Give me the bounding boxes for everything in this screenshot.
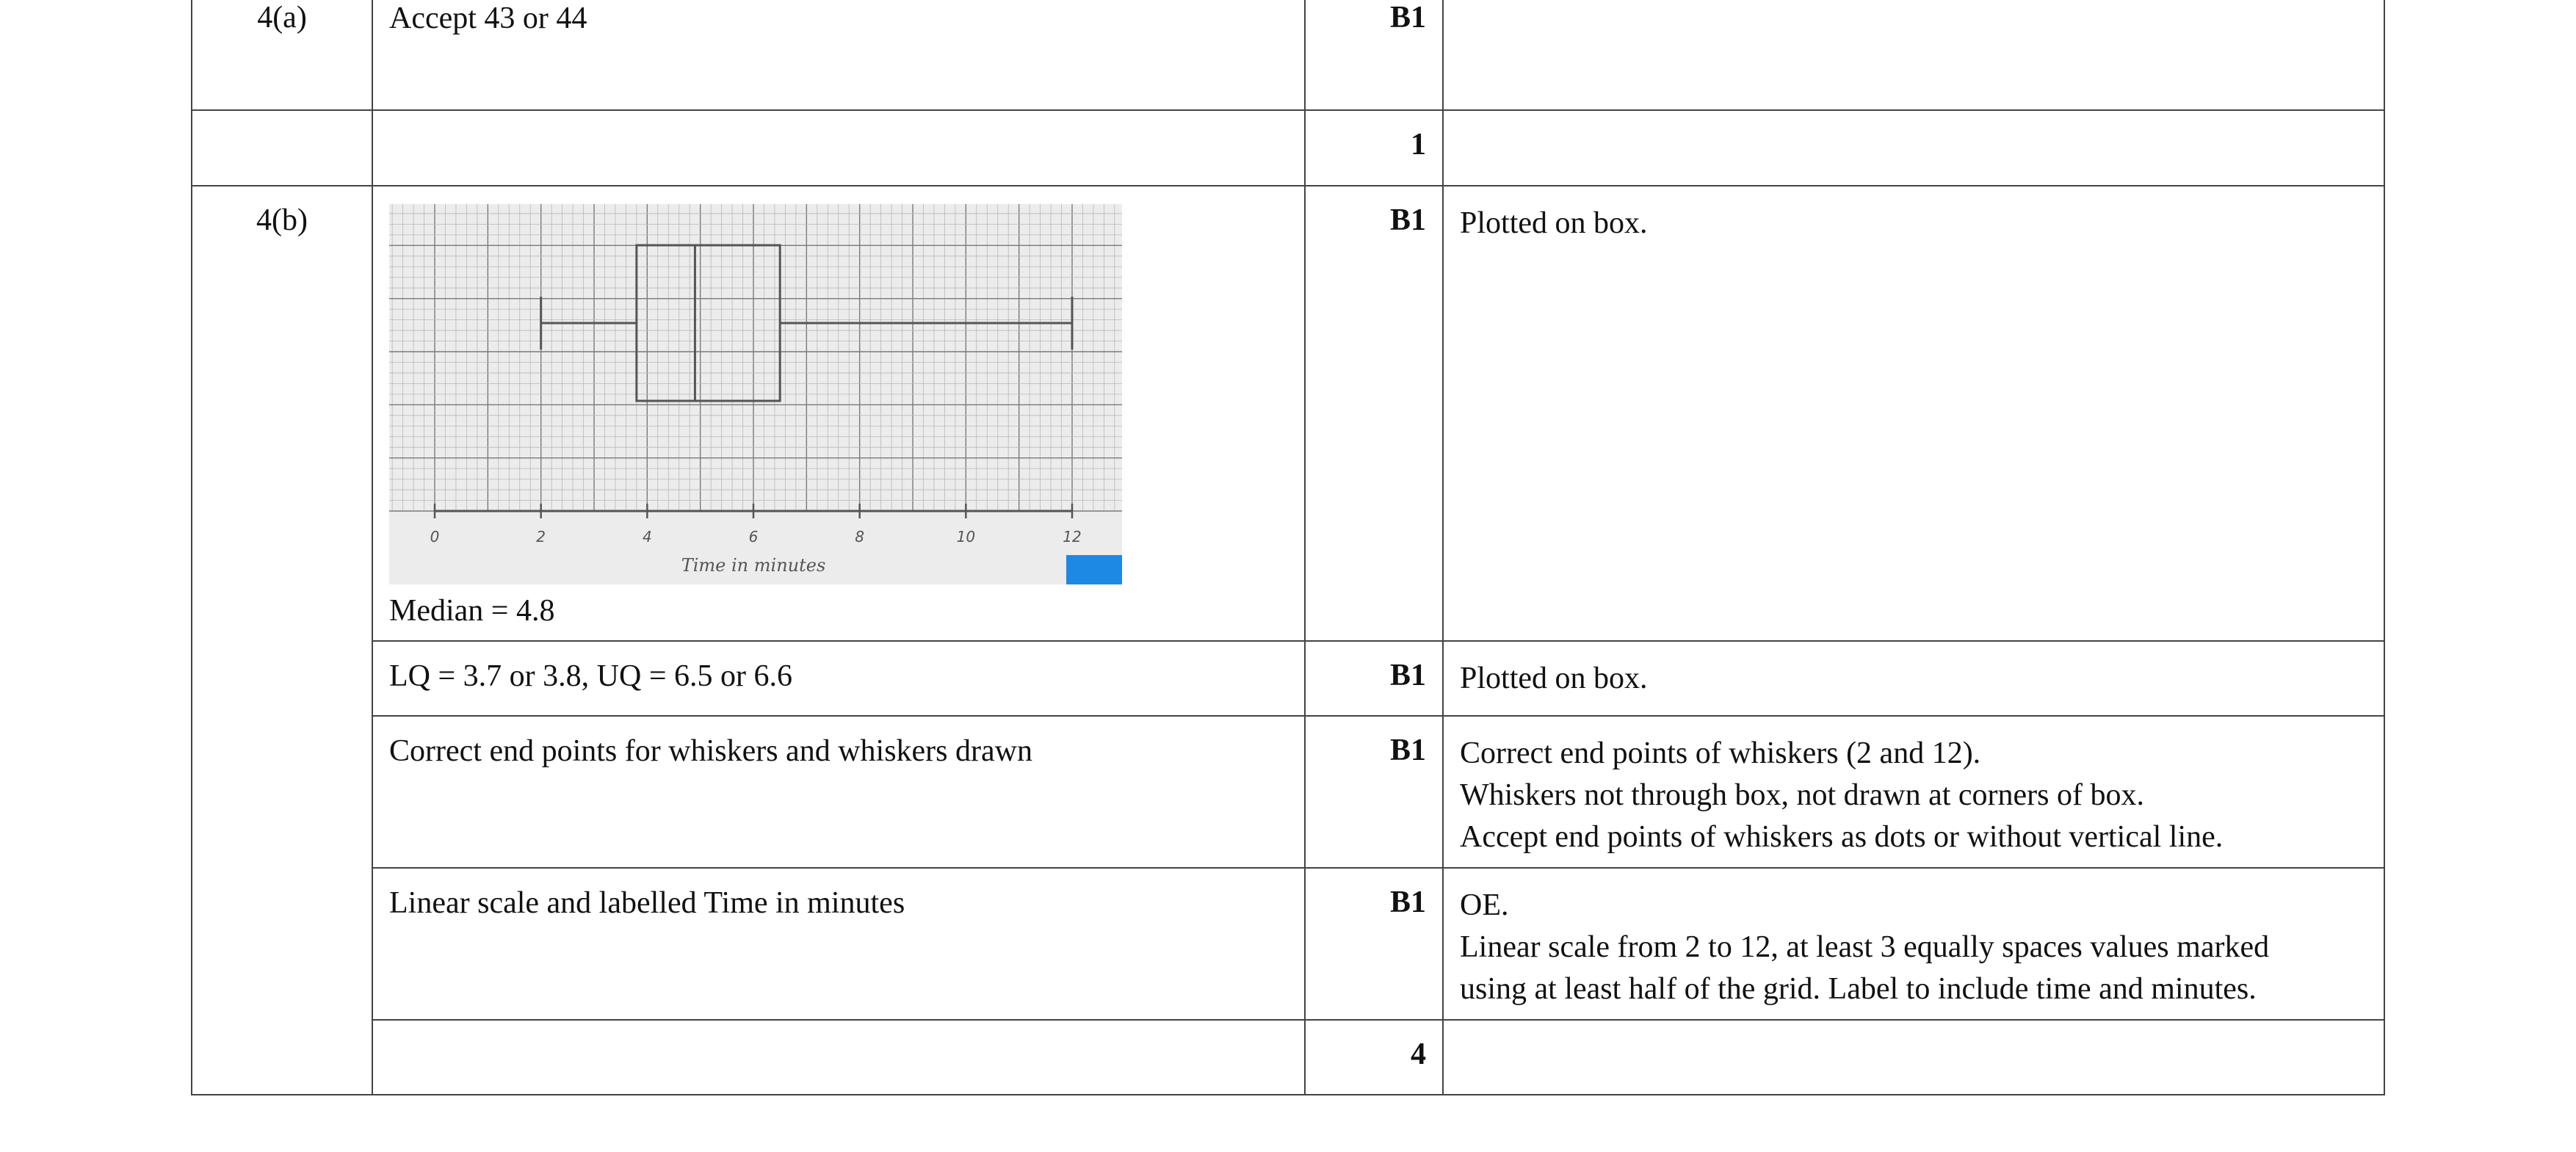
x-tick-label: 4 xyxy=(642,528,652,546)
mark-cell: B1 xyxy=(1305,0,1443,110)
answer-text: Linear scale and labelled Time in minutes xyxy=(389,886,905,920)
answer-cell xyxy=(372,716,1305,868)
box-plot-chart xyxy=(389,204,1122,584)
x-tick-label: 0 xyxy=(430,528,440,546)
guidance-line: using at least half of the grid. Label to include time and minutes. xyxy=(1460,972,2257,1006)
answer-text: LQ = 3.7 or 3.8, UQ = 6.5 or 6.6 xyxy=(389,659,792,693)
guidance-line: Linear scale from 2 to 12, at least 3 equally spaces values marked xyxy=(1460,930,2270,964)
answer-cell xyxy=(372,868,1305,1020)
guidance-cell xyxy=(1443,0,2384,110)
guidance-cell: Plotted on box. xyxy=(1443,641,2384,716)
table-row xyxy=(192,186,2384,641)
x-tick-label: 12 xyxy=(1063,528,1082,546)
mark-cell: B1 xyxy=(1305,868,1443,1020)
question-number: 4(b) xyxy=(192,186,372,1095)
table-row xyxy=(192,0,2384,110)
x-tick-label: 10 xyxy=(956,528,976,546)
answer-text: Median = 4.8 xyxy=(389,594,555,628)
total-mark: 4 xyxy=(1305,1020,1443,1095)
guidance-cell xyxy=(1443,110,2384,186)
mark-cell: B1 xyxy=(1305,641,1443,716)
question-number: 4(a) xyxy=(192,0,372,110)
guidance-line: Correct end points of whiskers (2 and 12). xyxy=(1460,736,1981,770)
table-row xyxy=(192,716,2384,868)
x-tick-label: 6 xyxy=(748,528,759,546)
mark-cell: B1 xyxy=(1305,186,1443,641)
guidance-line: Whiskers not through box, not drawn at corners of box. xyxy=(1460,778,2144,812)
x-tick-label: 8 xyxy=(855,528,865,546)
guidance-cell xyxy=(1443,716,2384,868)
answer-text: Correct end points for whiskers and whiskers drawn xyxy=(389,734,1032,768)
mark-scheme-table xyxy=(191,0,2385,1095)
x-axis-title: Time in minutes xyxy=(681,555,826,576)
mark-cell: B1 xyxy=(1305,716,1443,868)
guidance-cell xyxy=(1443,868,2384,1020)
answer-cell xyxy=(372,641,1305,716)
answer-text: Accept 43 or 44 xyxy=(389,1,587,35)
x-tick-label: 2 xyxy=(536,528,546,546)
answer-cell xyxy=(372,0,1305,110)
guidance-cell xyxy=(1443,1020,2384,1095)
guidance-cell: Plotted on box. xyxy=(1443,186,2384,641)
answer-cell xyxy=(372,186,1305,641)
table-row xyxy=(192,868,2384,1020)
guidance-line: OE. xyxy=(1460,888,1509,922)
question-number xyxy=(192,110,372,186)
guidance-line: Accept end points of whiskers as dots or without vertical line. xyxy=(1460,820,2224,854)
answer-cell xyxy=(372,110,1305,186)
corner-tab xyxy=(1066,555,1122,584)
box-plot-image xyxy=(389,204,1122,584)
total-mark: 1 xyxy=(1305,110,1443,186)
table-row xyxy=(192,110,2384,186)
answer-cell xyxy=(372,1020,1305,1095)
table-row xyxy=(192,641,2384,716)
table-row xyxy=(192,1020,2384,1095)
